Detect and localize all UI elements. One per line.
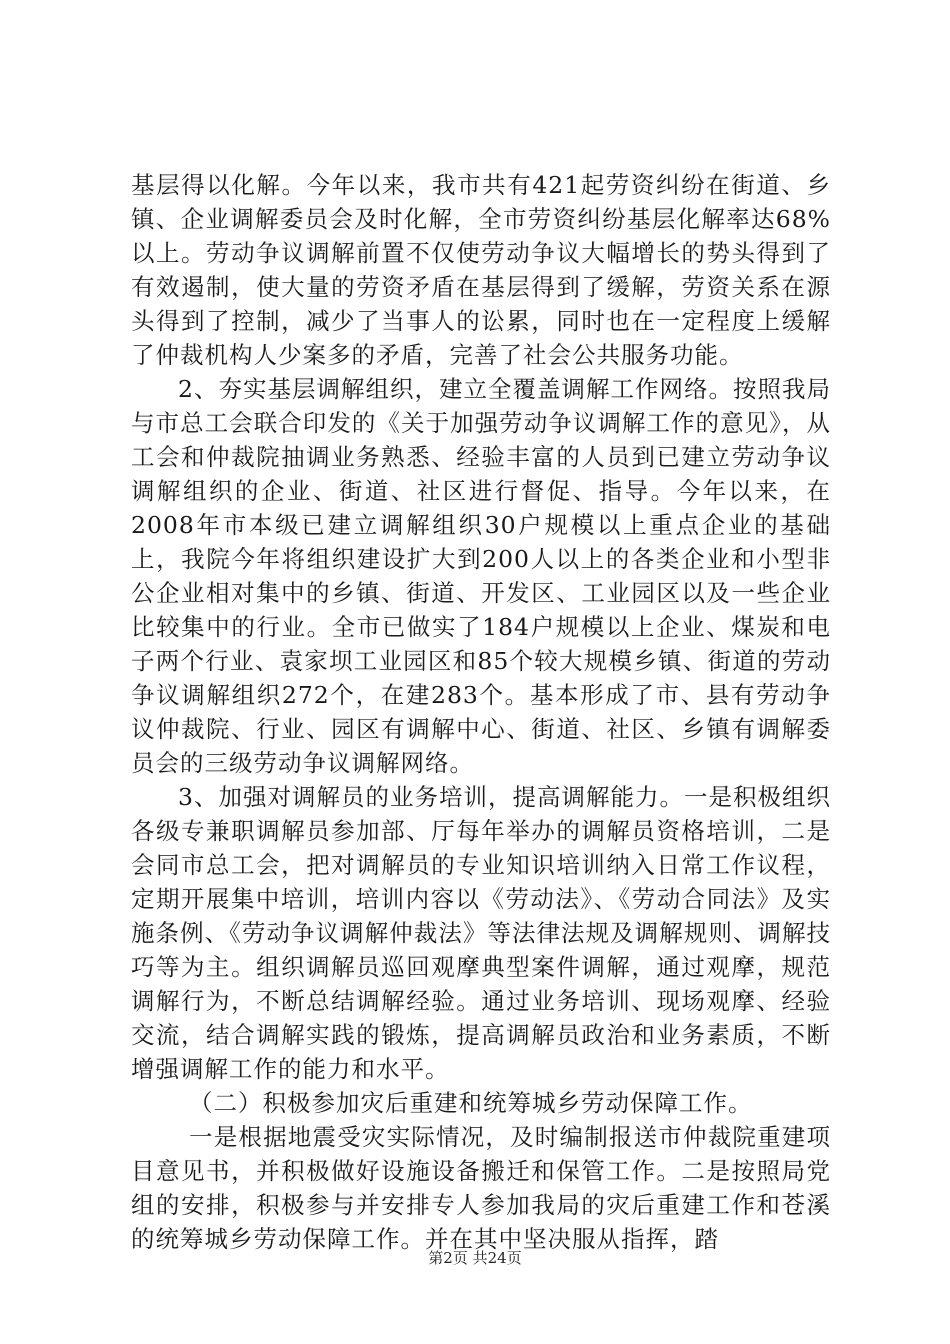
paragraph-continued-mediation-results: 基层得以化解。今年以来，我市共有421起劳资纠纷在街道、乡镇、企业调解委员会及时化解，全市劳资纠纷基层化解率达68%以上。劳动争议调解前置不仅使劳动争议大幅增长的势头得到了有效遏制，使大量的劳资矛盾在基层得到了缓解，劳资关系在源头得到了控制，减少了当事人的讼累，同时也在一定程度上缓解了仲裁机构人少案多的矛盾，完善了社会公共服务功能。 bbox=[131, 171, 831, 369]
paragraph-item-2-grassroots-organization: 2、夯实基层调解组织，建立全覆盖调解工作网络。按照我局与市总工会联合印发的《关于加强劳动争议调解工作的意见》，从工会和仲裁院抽调业务熟悉、经验丰富的人员到已建立劳动争议调解组织的企业、街道、社区进行督促、指导。今年以来，在2008年市本级已建立调解组织30户规模以上重点企业的基础上，我院今年将组织建设扩大到200人以上的各类企业和小型非公企业相对集中的乡镇、街道、开发区、工业园区以及一些企业比较集中的行业。全市已做实了184户规模以上企业、煤炭和电子两个行业、袁家坝工业园区和85个较大规模乡镇、街道的劳动争议调解组织272个，在建283个。基本形成了市、县有劳动争议仲裁院、行业、园区有调解中心、街道、社区、乡镇有调解委员会的三级劳动争议调解网络。 bbox=[131, 375, 831, 777]
document-body bbox=[131, 168, 831, 1256]
paragraph-item-3-mediator-training: 3、加强对调解员的业务培训，提高调解能力。一是积极组织各级专兼职调解员参加部、厅每年举办的调解员资格培训，二是会同市总工会，把对调解员的专业知识培训纳入日常工作议程，定期开展集中培训，培训内容以《劳动法》、《劳动合同法》及实施条例、《劳动争议调解仲裁法》等法律法规及调解规则、调解技巧等为主。组织调解员巡回观摩典型案件调解，通过观摩，规范调解行为，不断总结调解经验。通过业务培训、现场观摩、经验交流，结合调解实践的锻炼，提高调解员政治和业务素质，不断增强调解工作的能力和水平。 bbox=[131, 783, 831, 1083]
page-number-footer: 第2页 共24页 bbox=[428, 1249, 522, 1267]
section-heading-post-disaster: （二）积极参加灾后重建和统筹城乡劳动保障工作。 bbox=[189, 1089, 753, 1117]
paragraph-post-disaster-work: 一是根据地震受灾实际情况，及时编制报送市仲裁院重建项目意见书，并积极做好设施设备搬迁和保管工作。二是按照局党组的安排，积极参与并安排专人参加我局的灾后重建工作和苍溪的统筹城乡劳动保障工作。并在其中坚决服从指挥，踏 bbox=[131, 1123, 831, 1253]
